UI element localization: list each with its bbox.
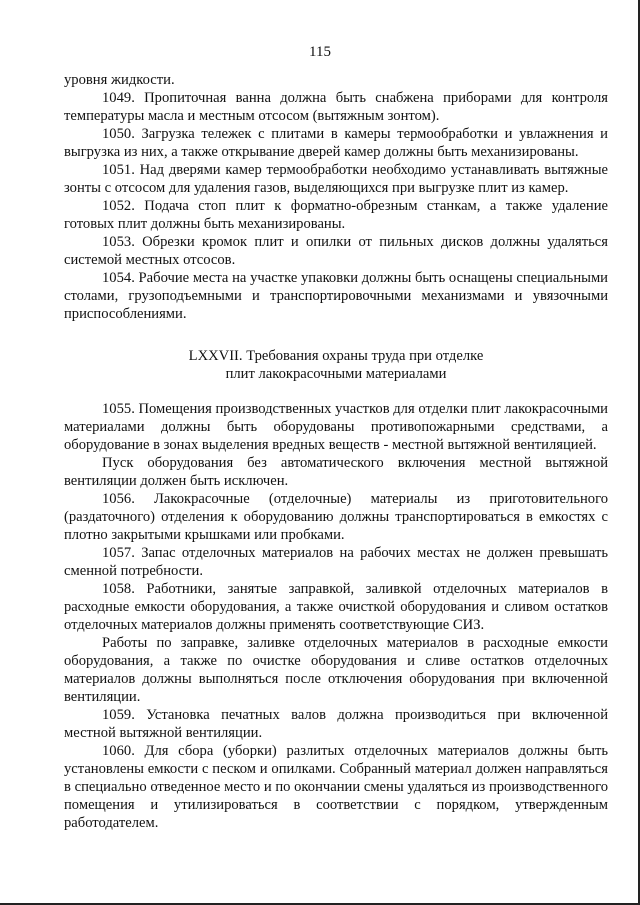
paragraph-1059: 1059. Установка печатных валов должна производиться при включенной местной вытяжной вентиляции.: [64, 707, 608, 741]
paragraph-1056: 1056. Лакокрасочные (отделочные) материалы из приготовительного (раздаточного) отделения к оборудованию должны транспортироваться в емкостях с плотно закрытыми крышками или пробками.: [64, 491, 608, 543]
section-heading: [64, 347, 608, 383]
paragraph-1049: 1049. Пропиточная ванна должна быть снабжена приборами для контроля температуры масла и местным отсосом (вытяжным зонтом).: [64, 90, 608, 124]
section-title-line-2: плит лакокрасочными материалами: [225, 366, 447, 382]
section-title-line-1: LXXVII. Требования охраны труда при отделке: [188, 348, 484, 364]
paragraph-1051: 1051. Над дверями камер термообработки необходимо устанавливать вытяжные зонты с отсосом для удаления газов, выделяющихся при выгрузке плит из камер.: [64, 162, 608, 196]
paragraph-1057: 1057. Запас отделочных материалов на рабочих местах не должен превышать сменной потребности.: [64, 545, 608, 579]
paragraph-1053: 1053. Обрезки кромок плит и опилки от пильных дисков должны удаляться системой местных отсосов.: [64, 234, 608, 268]
paragraph-1058: 1058. Работники, занятые заправкой, заливкой отделочных материалов в расходные емкости оборудования, а также очисткой оборудования и сливом остатков отделочных материалов должны применять соответствующие СИЗ.: [64, 581, 608, 633]
paragraph-1055-cont: Пуск оборудования без автоматического включения местной вытяжной вентиляции должен быть исключен.: [64, 455, 608, 489]
paragraph-1058-cont: Работы по заправке, заливке отделочных материалов в расходные емкости оборудования, а также по очистке оборудования и сливе остатков отделочных материалов должны выполняться после отключения оборудования при включенной вентиляции.: [64, 635, 608, 705]
paragraph-1060: 1060. Для сбора (уборки) разлитых отделочных материалов должны быть установлены емкости с песком и опилками. Собранный материал должен направляться в специально отведенное место и по окончании смены удаляться из производственного помещения и утилизироваться в соответствии с порядком, утвержденным работодателем.: [64, 743, 608, 831]
page-number: 115: [309, 44, 331, 60]
document-body: [64, 71, 608, 832]
paragraph-continuation: уровня жидкости.: [64, 72, 175, 88]
paragraph-1054: 1054. Рабочие места на участке упаковки должны быть оснащены специальными столами, грузоподъемными и транспортировочными механизмами и увязочными приспособлениями.: [64, 270, 608, 322]
paragraph-1050: 1050. Загрузка тележек с плитами в камеры термообработки и увлажнения и выгрузка из них, а также открывание дверей камер должны быть механизированы.: [64, 126, 608, 160]
paragraph-1055: 1055. Помещения производственных участков для отделки плит лакокрасочными материалами должны быть оборудованы противопожарными средствами, а оборудование в зонах выделения вредных веществ - местной вытяжной вентиляцией.: [64, 401, 608, 453]
paragraph-1052: 1052. Подача стоп плит к форматно-обрезным станкам, а также удаление готовых плит должны быть механизированы.: [64, 198, 608, 232]
